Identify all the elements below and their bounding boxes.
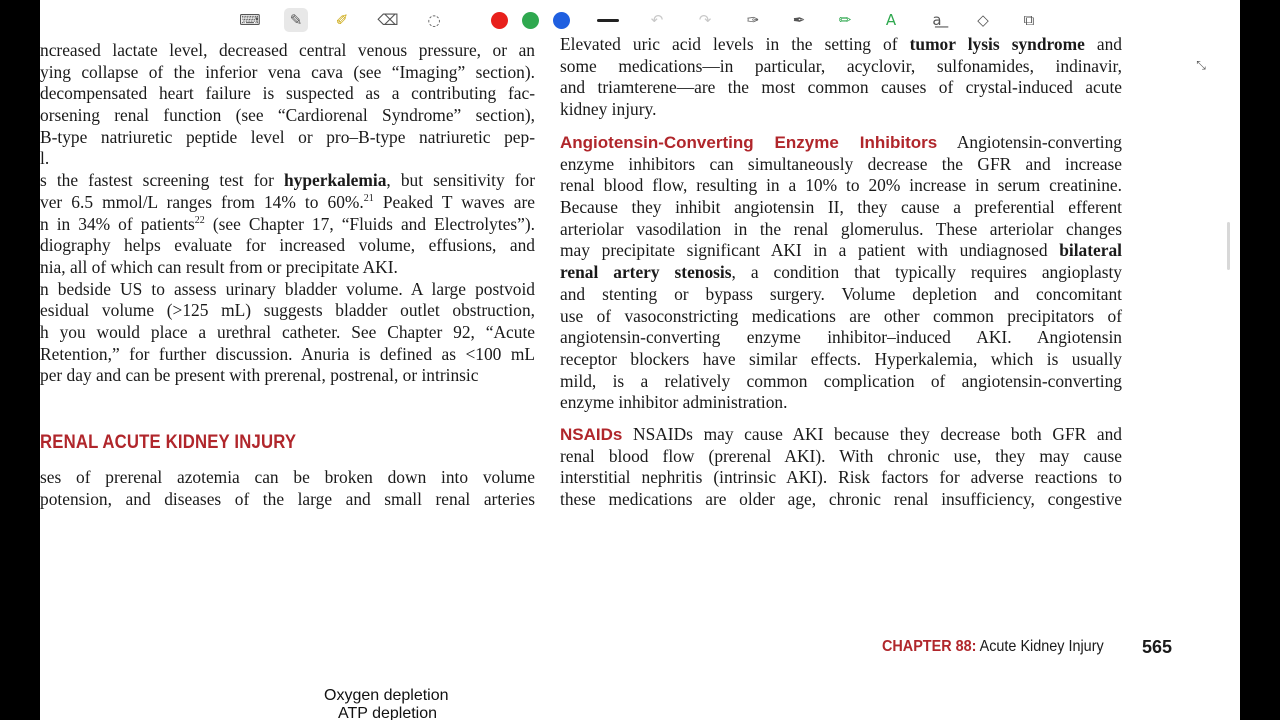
line-width-icon <box>597 19 619 22</box>
next-page-preview <box>324 687 449 720</box>
left-text-line: diography helps evaluate for increased volume, effusions, and <box>40 235 535 256</box>
attachment-icon[interactable]: ⧉ <box>1023 11 1035 29</box>
left-text-line: ying collapse of the inferior vena cava (see “Imaging” section). <box>40 61 535 82</box>
right-text-line: Elevated uric acid levels in the setting of tumor lysis syndrome and <box>560 34 1122 54</box>
left-text-line: decompensated heart failure is suspected as a contributing fac- <box>40 83 535 104</box>
keyboard-icon[interactable]: ⌨ <box>239 11 261 29</box>
green-color-swatch <box>522 12 539 29</box>
right-text-line: Because they inhibit angiotensin II, they cause a preferential efferent <box>560 197 1122 218</box>
right-text-line: kidney injury. <box>560 99 657 120</box>
undo-icon[interactable]: ↶ <box>650 11 664 29</box>
color-green-button[interactable] <box>518 8 542 32</box>
marker-icon[interactable]: ✏ <box>838 11 852 29</box>
text-style-icon[interactable]: A <box>885 11 897 29</box>
right-text-line: NSAIDs NSAIDs may cause AKI because they decrease both GFR and <box>560 424 1122 444</box>
left-text-line: potension, and diseases of the large and small renal arteries <box>40 488 535 509</box>
magic-pen-icon[interactable]: ✑ <box>746 11 760 29</box>
right-column-intro <box>560 34 1122 121</box>
ace-inhibitors-heading: Angiotensin-Converting Enzyme Inhibitors <box>560 133 938 152</box>
nsaids-paragraph <box>560 424 1122 511</box>
left-text-line: ses of prerenal azotemia can be broken down into volume <box>40 467 535 487</box>
right-text-line: use of vasoconstricting medications are other common precipitators of <box>560 305 1122 326</box>
color-blue-button[interactable] <box>549 8 573 32</box>
next-page-line: ATP depletion <box>338 705 438 720</box>
color-red-button[interactable] <box>487 8 511 32</box>
annotation-toolbar <box>40 0 1240 38</box>
right-text-line: some medications—in particular, acyclovir, sulfonamides, indinavir, <box>560 55 1122 76</box>
chapter-label: CHAPTER 88: <box>882 638 977 655</box>
left-column-text-after <box>40 467 535 510</box>
left-text-line: esidual volume (>125 mL) suggests bladder outlet obstruction, <box>40 300 535 321</box>
right-text-line: Angiotensin-Converting Enzyme Inhibitors Angiotensin-converting <box>560 132 1123 152</box>
right-text-line: and triamterene—are the most common causes of crystal-induced acute <box>560 77 1122 98</box>
left-column-text <box>40 40 535 387</box>
left-text-line: B-type natriuretic peptide level or pro–B-type natriuretic pep- <box>40 126 535 147</box>
right-text-line: renal blood flow (prerenal AKI). With chronic use, they may cause <box>560 445 1122 466</box>
right-text-line: renal blood flow, resulting in a 10% to 20% increase in serum creatinine. <box>560 175 1122 196</box>
section-heading: RENAL ACUTE KIDNEY INJURY <box>40 432 297 453</box>
left-text-line: n in 34% of patients$^{22}$ (see Chapter 17, “Fluids and Electrolytes”). <box>40 213 535 234</box>
left-text-line: s the fastest screening test for hyperkalemia, but sensitivity for <box>40 170 535 191</box>
right-text-line: renal artery stenosis, a condition that typically requires angioplasty <box>560 262 1122 283</box>
right-text-line: interstitial nephritis (intrinsic AKI). Risk factors for adverse reactions to <box>560 467 1122 488</box>
right-text-line: receptor blockers have similar effects. Hyperkalemia, which is usually <box>560 348 1122 369</box>
line-width-button[interactable] <box>596 8 620 32</box>
redo-icon[interactable]: ↷ <box>698 11 712 29</box>
collapse-icon[interactable]: ⤡ <box>1196 57 1206 72</box>
pen-icon[interactable]: ✎ <box>284 8 308 32</box>
left-text-line: orsening renal function (see “Cardiorenal Syndrome” section), <box>40 105 535 126</box>
right-text-line: may precipitate significant AKI in a patient with undiagnosed bilateral <box>560 240 1122 261</box>
left-text-line: ncreased lactate level, decreased central venous pressure, or an <box>40 40 535 60</box>
right-text-line: and stenting or bypass surgery. Volume depletion and concomitant <box>560 283 1122 304</box>
left-text-line: ver 6.5 mmol/L ranges from 14% to 60%.$^{21}$ Peaked T waves are <box>40 191 535 212</box>
right-text-line: these medications are older age, chronic renal insufficiency, congestive <box>560 489 1122 510</box>
right-text-line: angiotensin-converting enzyme inhibitor–induced AKI. Angiotensin <box>560 327 1122 348</box>
next-page-line: Oxygen depletion <box>324 687 449 704</box>
shapes-icon[interactable]: ◇ <box>977 11 989 29</box>
left-text-line: Retention,” for further discussion. Anuria is defined as <100 mL <box>40 343 535 364</box>
eraser-icon[interactable]: ⌫ <box>377 11 399 29</box>
left-text-line: h you would place a urethral catheter. See Chapter 92, “Acute <box>40 321 535 342</box>
left-text-line: nia, all of which can result from or precipitate AKI. <box>40 256 398 277</box>
left-text-line: per day and can be present with prerenal, postrenal, or intrinsic <box>40 365 479 386</box>
chapter-title: Acute Kidney Injury <box>979 638 1104 655</box>
right-text-line: arteriolar vasodilation in the renal glomerulus. These arteriolar changes <box>560 218 1122 239</box>
right-text-line: enzyme inhibitors can simultaneously decrease the GFR and increase <box>560 153 1122 174</box>
nsaids-heading: NSAIDs <box>560 425 623 444</box>
right-text-line: mild, is a relatively common complication of angiotensin-converting <box>560 370 1122 391</box>
pen-shape-icon[interactable]: ✒ <box>792 11 806 29</box>
left-text-line: l. <box>40 148 50 169</box>
red-color-swatch <box>491 12 508 29</box>
blue-color-swatch <box>553 12 570 29</box>
chapter-footer <box>882 638 1104 656</box>
page-number: 565 <box>1142 637 1173 657</box>
lasso-icon[interactable]: ◌ <box>427 11 441 29</box>
right-text-line: enzyme inhibitor administration. <box>560 392 788 413</box>
ace-inhibitors-paragraph <box>560 132 1122 414</box>
left-text-line: n bedside US to assess urinary bladder volume. A large postvoid <box>40 278 535 299</box>
scrollbar[interactable] <box>1227 222 1230 270</box>
text-box-icon[interactable]: a͟ <box>932 11 942 29</box>
document-page <box>40 0 1240 720</box>
highlighter-icon[interactable]: ✐ <box>335 11 349 29</box>
